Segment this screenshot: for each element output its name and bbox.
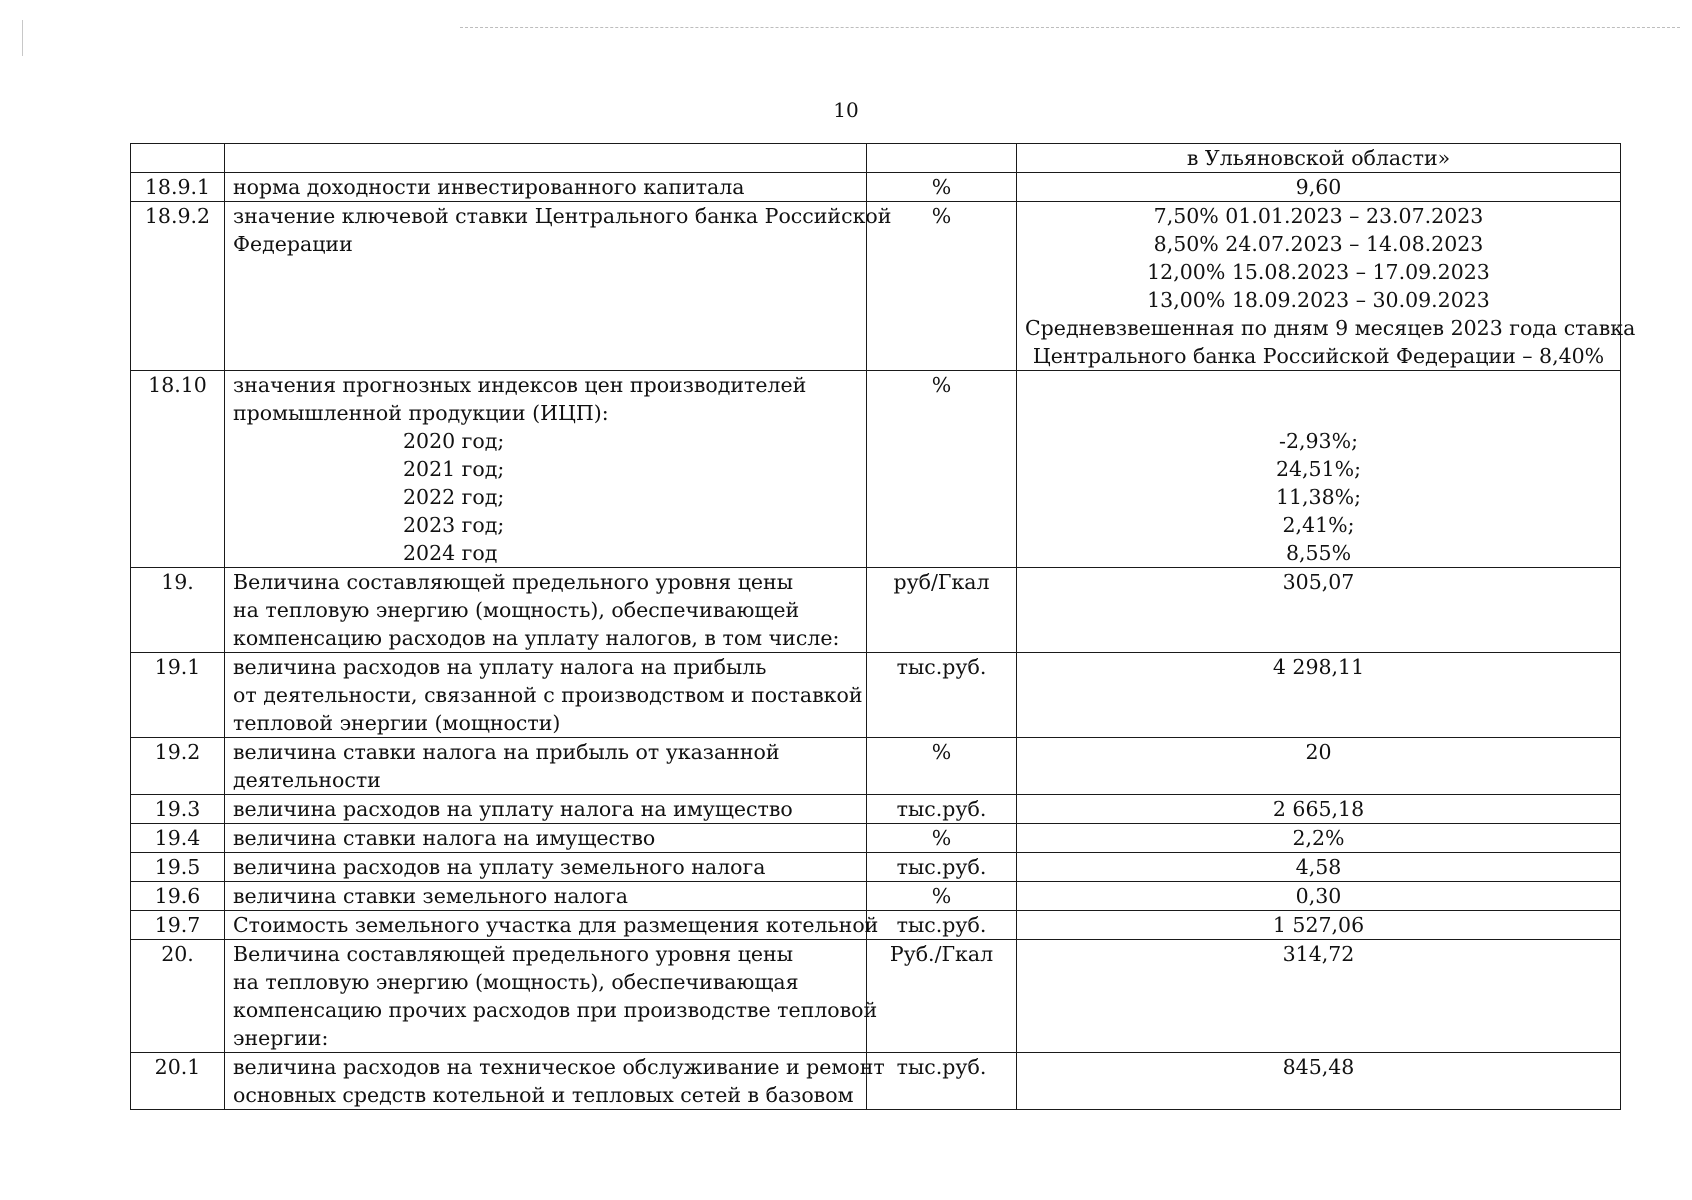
description-line: значения прогнозных индексов цен производителей (233, 373, 807, 397)
description-line: норма доходности инвестированного капитала (233, 175, 745, 199)
tariff-parameters-table (130, 143, 1636, 1110)
table-row (131, 911, 1621, 940)
value-line: 2 665,18 (1272, 797, 1365, 821)
table-row (131, 940, 1621, 1053)
row-number (131, 144, 225, 173)
row-unit: % (867, 202, 1017, 371)
row-number: 19.6 (131, 882, 225, 911)
row-description (225, 568, 867, 653)
value-line: Средневзвешенная по дням 9 месяцев 2023 года ставка (1025, 316, 1636, 340)
description-line: значение ключевой ставки Центрального банка Российской (233, 204, 892, 228)
row-value (1017, 824, 1621, 853)
table-row (131, 738, 1621, 795)
row-value (1017, 911, 1621, 940)
description-line: величина расходов на уплату земельного налога (233, 855, 766, 879)
row-value (1017, 568, 1621, 653)
row-unit: Руб./Гкал (867, 940, 1017, 1053)
table-row (131, 853, 1621, 882)
forecast-year: 2023 год; (403, 513, 505, 537)
row-number: 19.4 (131, 824, 225, 853)
row-description (225, 738, 867, 795)
value-line: 0,30 (1295, 884, 1342, 908)
row-number: 19.7 (131, 911, 225, 940)
table-row (131, 202, 1621, 371)
row-description (225, 1053, 885, 1110)
description-line: деятельности (233, 768, 381, 792)
row-number: 19.2 (131, 738, 225, 795)
value-line: 845,48 (1282, 1055, 1355, 1079)
forecast-year: 2021 год; (403, 457, 505, 481)
row-number: 19. (131, 568, 225, 653)
description-line: компенсацию расходов на уплату налогов, в том числе: (233, 626, 840, 650)
row-number: 19.5 (131, 853, 225, 882)
row-unit: % (867, 882, 1017, 911)
row-value (1017, 371, 1621, 568)
value-line: 2,41%; (1282, 513, 1355, 537)
forecast-year: 2022 год; (403, 485, 505, 509)
row-number: 19.1 (131, 653, 225, 738)
value-line: 4 298,11 (1272, 655, 1365, 679)
row-number: 20. (131, 940, 225, 1053)
row-unit: тыс.руб. (867, 653, 1017, 738)
row-unit: % (867, 173, 1017, 202)
row-description (225, 173, 867, 202)
description-line: промышленной продукции (ИЦП): (233, 401, 609, 425)
value-line: в Ульяновской области» (1186, 146, 1451, 170)
row-value (1017, 1053, 1621, 1110)
row-description (225, 882, 867, 911)
table-row (131, 144, 1621, 173)
value-line: 12,00% 15.08.2023 – 17.09.2023 (1147, 260, 1490, 284)
row-unit: % (867, 824, 1017, 853)
value-line: -2,93%; (1279, 429, 1358, 453)
description-line: величина расходов на техническое обслуживание и ремонт (233, 1055, 885, 1079)
row-description (225, 795, 867, 824)
table-row (131, 824, 1621, 853)
row-description (225, 940, 878, 1053)
row-number: 18.9.2 (131, 202, 225, 371)
scan-margin-mark (22, 20, 23, 56)
description-line: величина ставки налога на прибыль от указанной (233, 740, 780, 764)
row-description (225, 653, 867, 738)
scan-top-rule (460, 27, 1680, 28)
row-unit: % (867, 738, 1017, 795)
value-line: 9,60 (1295, 175, 1342, 199)
description-line: величина расходов на уплату налога на имущество (233, 797, 793, 821)
value-line: 20 (1305, 740, 1332, 764)
forecast-year: 2024 год (403, 541, 498, 565)
row-number: 18.10 (131, 371, 225, 568)
value-line: 4,58 (1295, 855, 1342, 879)
row-unit (867, 144, 1017, 173)
value-spacer (1025, 399, 1612, 427)
row-value (1017, 795, 1621, 824)
row-number: 20.1 (131, 1053, 225, 1110)
description-line: величина ставки земельного налога (233, 884, 628, 908)
row-unit: руб/Гкал (867, 568, 1017, 653)
row-value (1017, 653, 1621, 738)
value-line: 314,72 (1282, 942, 1355, 966)
row-value (1017, 738, 1621, 795)
description-line: тепловой энергии (мощности) (233, 711, 561, 735)
row-unit: тыс.руб. (867, 911, 1017, 940)
description-line: величина ставки налога на имущество (233, 826, 656, 850)
table-row (131, 568, 1621, 653)
description-line: величина расходов на уплату налога на прибыль (233, 655, 767, 679)
row-number: 18.9.1 (131, 173, 225, 202)
description-line: энергии: (233, 1026, 329, 1050)
description-line: на тепловую энергию (мощность), обеспечивающая (233, 970, 799, 994)
value-line: 305,07 (1282, 570, 1355, 594)
table-row (131, 795, 1621, 824)
value-line: 8,50% 24.07.2023 – 14.08.2023 (1153, 232, 1484, 256)
description-line: от деятельности, связанной с производством и поставкой (233, 683, 863, 707)
table-row (131, 882, 1621, 911)
table-row (131, 173, 1621, 202)
row-value (1017, 940, 1621, 1053)
row-value (1017, 853, 1621, 882)
value-line: 11,38%; (1275, 485, 1362, 509)
table-row (131, 371, 1621, 568)
table-row (131, 653, 1621, 738)
row-value (1017, 144, 1621, 173)
row-unit: % (867, 371, 1017, 568)
row-value (1017, 882, 1621, 911)
row-unit: тыс.руб. (867, 1053, 1017, 1110)
description-line: Федерации (233, 232, 353, 256)
row-number: 19.3 (131, 795, 225, 824)
row-value (1017, 202, 1636, 371)
row-value (1017, 173, 1621, 202)
value-line: Центрального банка Российской Федерации – 8,40% (1032, 344, 1605, 368)
value-spacer (1025, 371, 1612, 399)
description-line: Величина составляющей предельного уровня цены (233, 942, 794, 966)
forecast-year: 2020 год; (403, 429, 505, 453)
description-line: Стоимость земельного участка для размещения котельной (233, 913, 879, 937)
value-line: 7,50% 01.01.2023 – 23.07.2023 (1153, 204, 1484, 228)
row-description (225, 911, 879, 940)
row-description (225, 202, 892, 371)
table-row (131, 1053, 1621, 1110)
description-line: основных средств котельной и тепловых сетей в базовом (233, 1083, 854, 1107)
row-description (225, 853, 867, 882)
value-line: 24,51%; (1275, 457, 1362, 481)
row-description (225, 144, 867, 173)
row-unit: тыс.руб. (867, 795, 1017, 824)
row-description (225, 371, 867, 568)
description-line: Величина составляющей предельного уровня цены (233, 570, 794, 594)
description-line: компенсацию прочих расходов при производстве тепловой (233, 998, 878, 1022)
value-line: 2,2% (1292, 826, 1345, 850)
value-line: 8,55% (1285, 541, 1352, 565)
value-line: 13,00% 18.09.2023 – 30.09.2023 (1147, 288, 1490, 312)
value-line: 1 527,06 (1272, 913, 1365, 937)
row-description (225, 824, 867, 853)
page-number: 10 (833, 98, 859, 122)
description-line: на тепловую энергию (мощность), обеспечивающей (233, 598, 800, 622)
row-unit: тыс.руб. (867, 853, 1017, 882)
